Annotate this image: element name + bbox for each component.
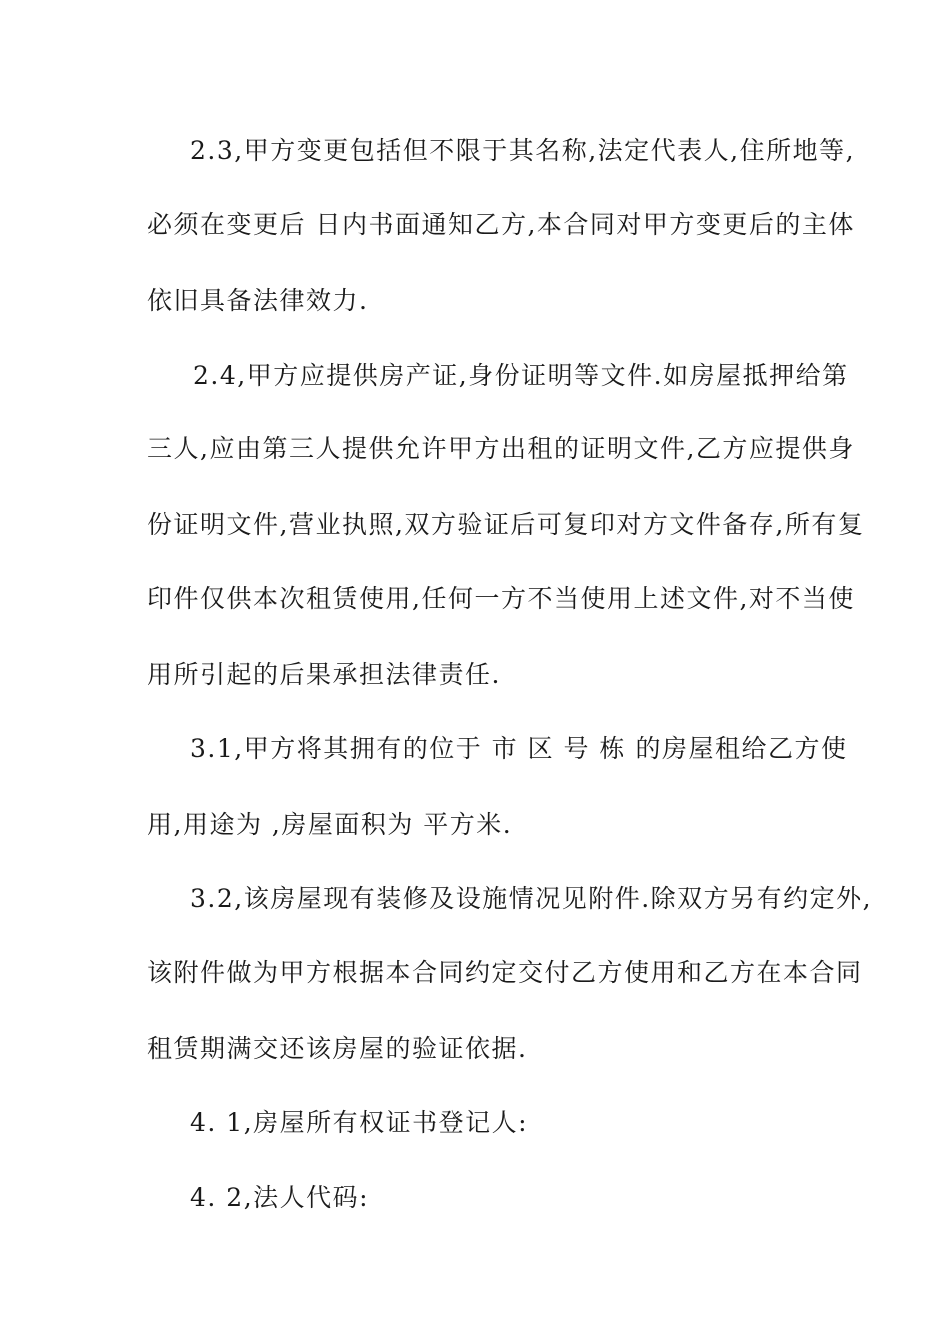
paragraph-2-4-line-2: 三人,应由第三人提供允许甲方出租的证明文件,乙方应提供身 (147, 434, 855, 463)
paragraph-3-1-line-1: 3.1,甲方将其拥有的位于 市 区 号 栋 的房屋租给乙方使 (190, 734, 848, 763)
paragraph-4-1-line-1: 4. 1,房屋所有权证书登记人: (190, 1108, 529, 1137)
paragraph-2-3-line-1: 2.3,甲方变更包括但不限于其名称,法定代表人,住所地等, (190, 136, 856, 165)
paragraph-3-1-line-2: 用,用途为 ,房屋面积为 平方米. (147, 810, 513, 839)
paragraph-2-4-line-5: 用所引起的后果承担法律责任. (147, 660, 501, 689)
paragraph-4-2-line-1: 4. 2,法人代码: (190, 1183, 370, 1212)
paragraph-3-2-line-3: 租赁期满交还该房屋的验证依据. (147, 1034, 528, 1063)
paragraph-2-3-line-3: 依旧具备法律效力. (147, 286, 369, 315)
paragraph-3-2-line-1: 3.2,该房屋现有装修及设施情况见附件.除双方另有约定外, (190, 884, 873, 913)
paragraph-2-4-line-3: 份证明文件,营业执照,双方验证后可复印对方文件备存,所有复 (147, 510, 865, 539)
paragraph-3-2-line-2: 该附件做为甲方根据本合同约定交付乙方使用和乙方在本合同 (147, 958, 863, 987)
paragraph-2-4-line-4: 印件仅供本次租赁使用,任何一方不当使用上述文件,对不当使 (147, 584, 855, 613)
paragraph-2-4-line-1: 2.4,甲方应提供房产证,身份证明等文件.如房屋抵押给第 (193, 361, 849, 390)
paragraph-2-3-line-2: 必须在变更后 日内书面通知乙方,本合同对甲方变更后的主体 (147, 210, 855, 239)
